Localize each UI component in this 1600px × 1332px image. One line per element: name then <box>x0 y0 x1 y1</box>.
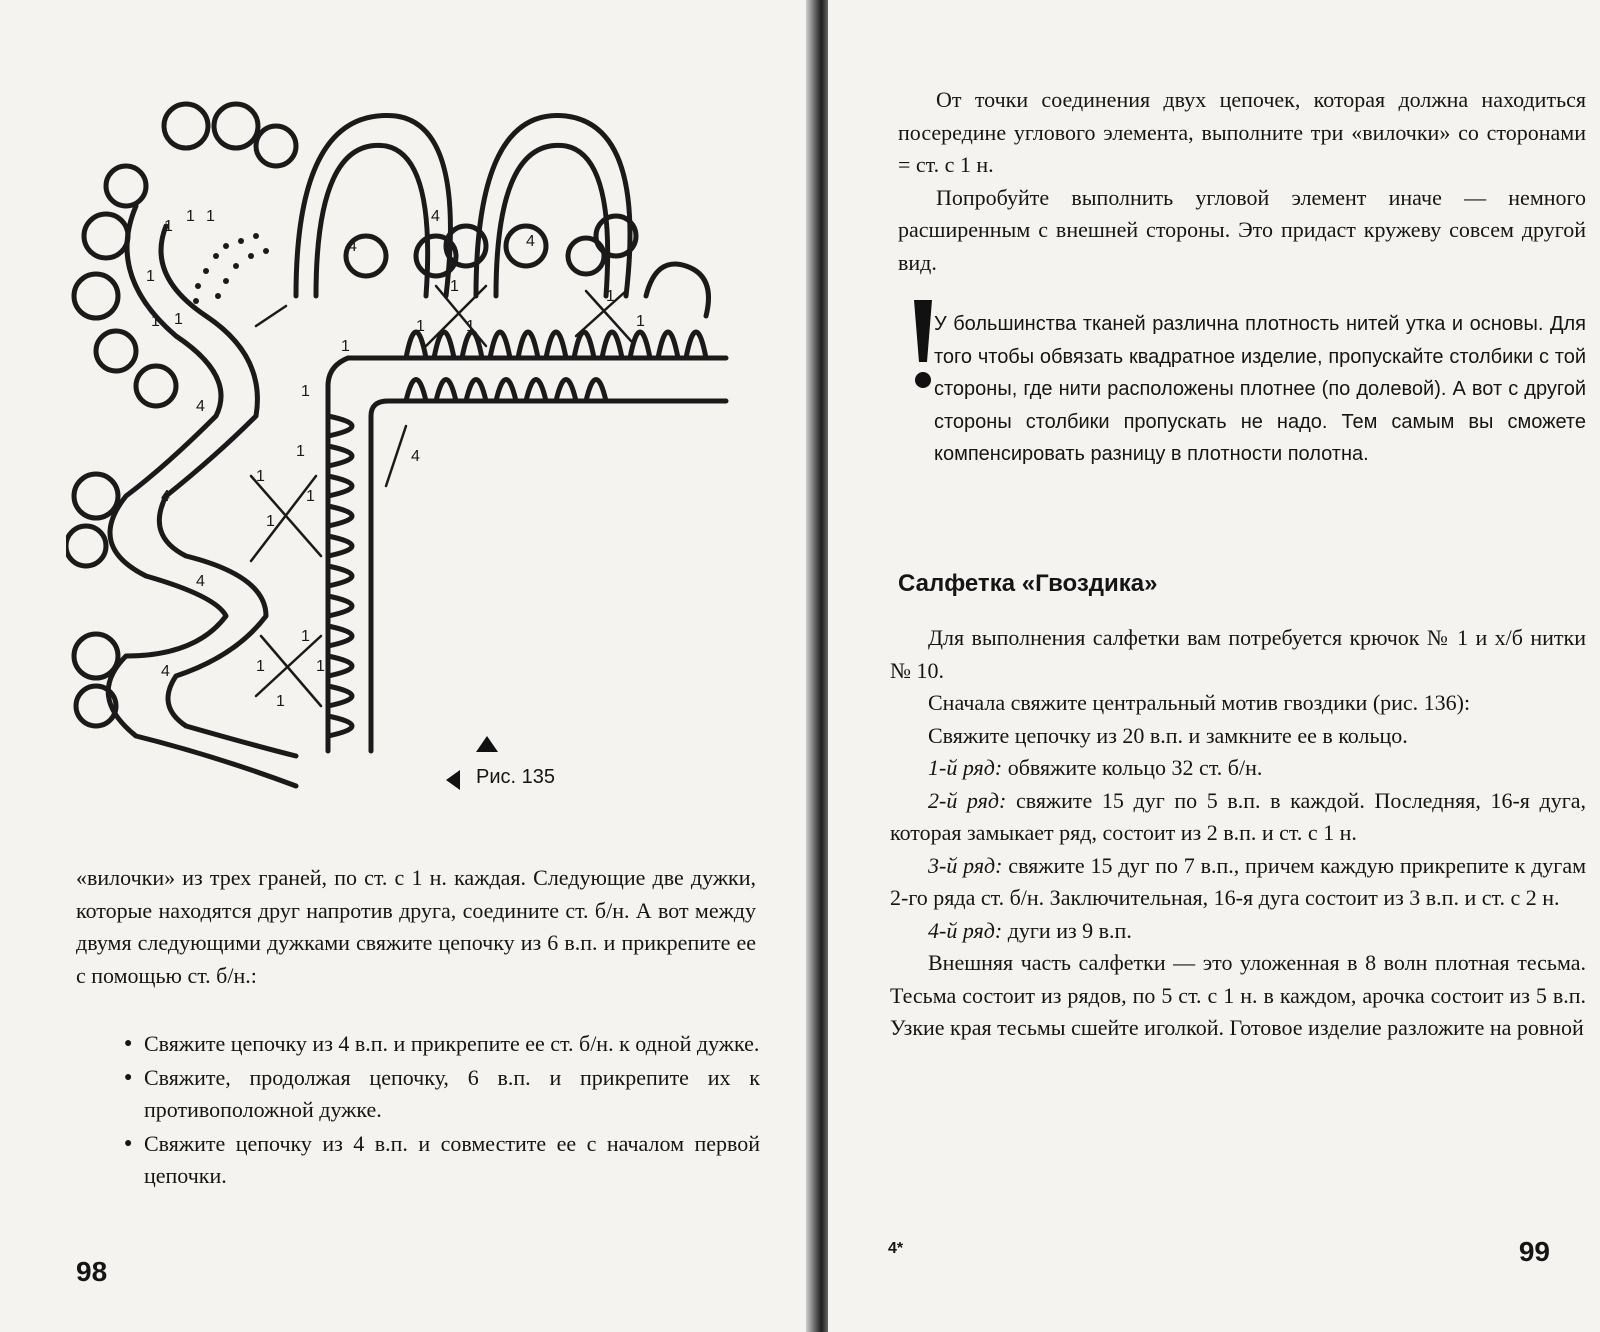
row-label: 4-й ряд: <box>928 917 1003 943</box>
page-number-right: 99 <box>1518 1236 1550 1267</box>
diagram-label: 1 <box>256 468 265 485</box>
diagram-label: 1 <box>341 338 350 355</box>
paragraph-text: Для выполнения салфетки вам потребуется крючок № 1 и х/б нитки № 10. <box>890 625 1586 683</box>
row-label: 3-й ряд: <box>928 852 1003 878</box>
row-text: дуги из 9 в.п. <box>1002 917 1132 943</box>
paragraph-text: Внешняя часть салфетки — это уложенная в 8 волн плотная тесьма. Тесьма состоит из рядов, по 5 ст. с 1 н. в каждом, арочка состоит из 5 в.п. Узкие края тесьмы сшейте иголкой. Готовое изделие разложите на ровной <box>890 950 1586 1040</box>
row-text: обвяжите кольцо 32 ст. б/н. <box>1002 755 1263 780</box>
triangle-up-icon <box>476 736 498 752</box>
diagram-label: 1 <box>174 311 183 328</box>
left-paragraph <box>76 862 756 992</box>
diagram-label: 1 <box>301 628 310 645</box>
diagram-label: 4 <box>526 233 535 250</box>
top-arches <box>296 116 709 317</box>
triangle-left-icon <box>446 770 460 790</box>
row-text: свяжите 15 дуг по 5 в.п. в каждой. Последняя, 16-я дуга, которая замыкает ряд, состоит из 2 в.п. и ст. с 1 н. <box>890 787 1587 845</box>
diagram-label: 1 <box>296 443 305 460</box>
diagram-label: 1 <box>301 383 310 400</box>
row-label: 1-й ряд: <box>928 755 1003 780</box>
section-heading: Салфетка «Гвоздика» <box>898 570 1158 597</box>
crochet-diagram <box>66 96 766 816</box>
bullet-item: ● Свяжите, продолжая цепочку, 6 в.п. и прикрепите их к противоположной дужке. <box>120 1062 760 1127</box>
diagram-label: 1 <box>316 658 325 675</box>
right-page <box>828 0 1600 1332</box>
paragraph-text: Свяжите цепочку из 20 в.п. и замкните ее в кольцо. <box>928 722 1408 748</box>
figure-caption: Рис. 135 <box>476 766 555 788</box>
diagram-label: 1 <box>146 268 155 285</box>
diagram-label: 1 <box>276 693 285 710</box>
paragraph-text: Попробуйте выполнить угловой элемент иначе — немного расширенным с внешней стороны. Это придаст кружеву совсем другой вид. <box>898 184 1586 275</box>
diagram-label: 4 <box>196 573 205 590</box>
diagram-label: 1 <box>306 488 315 505</box>
bullet-list <box>120 1028 760 1194</box>
diagram-label: 1 <box>636 313 645 330</box>
dotted-centre <box>193 233 269 304</box>
row-instruction <box>890 785 1586 850</box>
diagram-label: 1 <box>450 278 459 295</box>
corner-band-inner <box>328 358 726 751</box>
diagram-label: 4 <box>411 448 420 465</box>
diagram-label: 1 <box>206 208 215 225</box>
diagram-label: 4 <box>431 208 440 225</box>
diagram-label: 1 <box>266 513 275 530</box>
bullet-item: ● Свяжите цепочку из 4 в.п. и прикрепите ее ст. б/н. к одной дужке. <box>120 1028 760 1061</box>
diagram-label: 4 <box>196 398 205 415</box>
right-top-text <box>898 84 1586 279</box>
row-instruction <box>890 915 1586 948</box>
row-instruction <box>890 752 1586 785</box>
diagram-label: 1 <box>164 218 173 235</box>
row-text: свяжите 15 дуг по 7 в.п., причем каждую прикрепите к дугам 2-го ряда ст. б/н. Заключительная, 16-я дуга состоит из 3 в.п. и ст. с 2 н. <box>890 852 1587 910</box>
diagram-label: 4 <box>161 663 170 680</box>
diagram-label: 4 <box>161 488 170 505</box>
signature-mark: 4* <box>888 1240 904 1257</box>
serpentine-loops <box>66 104 296 726</box>
paragraph-text: Сначала свяжите центральный мотив гвоздики (рис. 136): <box>928 690 1471 715</box>
bullet-item: ● Свяжите цепочку из 4 в.п. и совместите ее с началом первой цепочки. <box>120 1128 760 1193</box>
diagram-label: 1 <box>151 313 160 330</box>
diagram-label: 1 <box>466 318 475 335</box>
diagram-label: 1 <box>186 208 195 225</box>
diagram-label: 1 <box>256 658 265 675</box>
paragraph-text: От точки соединения двух цепочек, которая должна находиться посередине углового элемента, выполните три «вилочки» со сторонами = ст. с 1 н. <box>898 87 1586 177</box>
corner-band-outer <box>371 401 726 751</box>
horizontal-ribs <box>406 332 706 401</box>
note-text: У большинства тканей различна плотность нитей утка и основы. Для того чтобы обвязать квадратное изделие, пропускайте столбики с той стороны, где нити расположены плотнее (по долевой). А вот с другой стороны столбики пропускать не надо. Тем самым вы сможете компенсировать разницу в плотности полотна. <box>934 313 1586 465</box>
right-body-text <box>890 622 1586 1045</box>
vertical-ribs <box>328 416 352 736</box>
row-instruction <box>890 850 1586 915</box>
paragraph-text: «вилочки» из трех граней, по ст. с 1 н. каждая. Следующие две дужки, которые находятся друг напротив друга, соедините ст. б/н. А вот между двумя следующими дужками свяжите цепочку из 6 в.п. и прикрепите ее с помощью ст. б/н.: <box>76 865 756 988</box>
diagram-label: 1 <box>606 288 615 305</box>
diagram-label: 4 <box>348 238 357 255</box>
row-label: 2-й ряд: <box>928 787 1007 813</box>
diagram-label: 1 <box>416 318 425 335</box>
page-number-left: 98 <box>76 1256 108 1287</box>
